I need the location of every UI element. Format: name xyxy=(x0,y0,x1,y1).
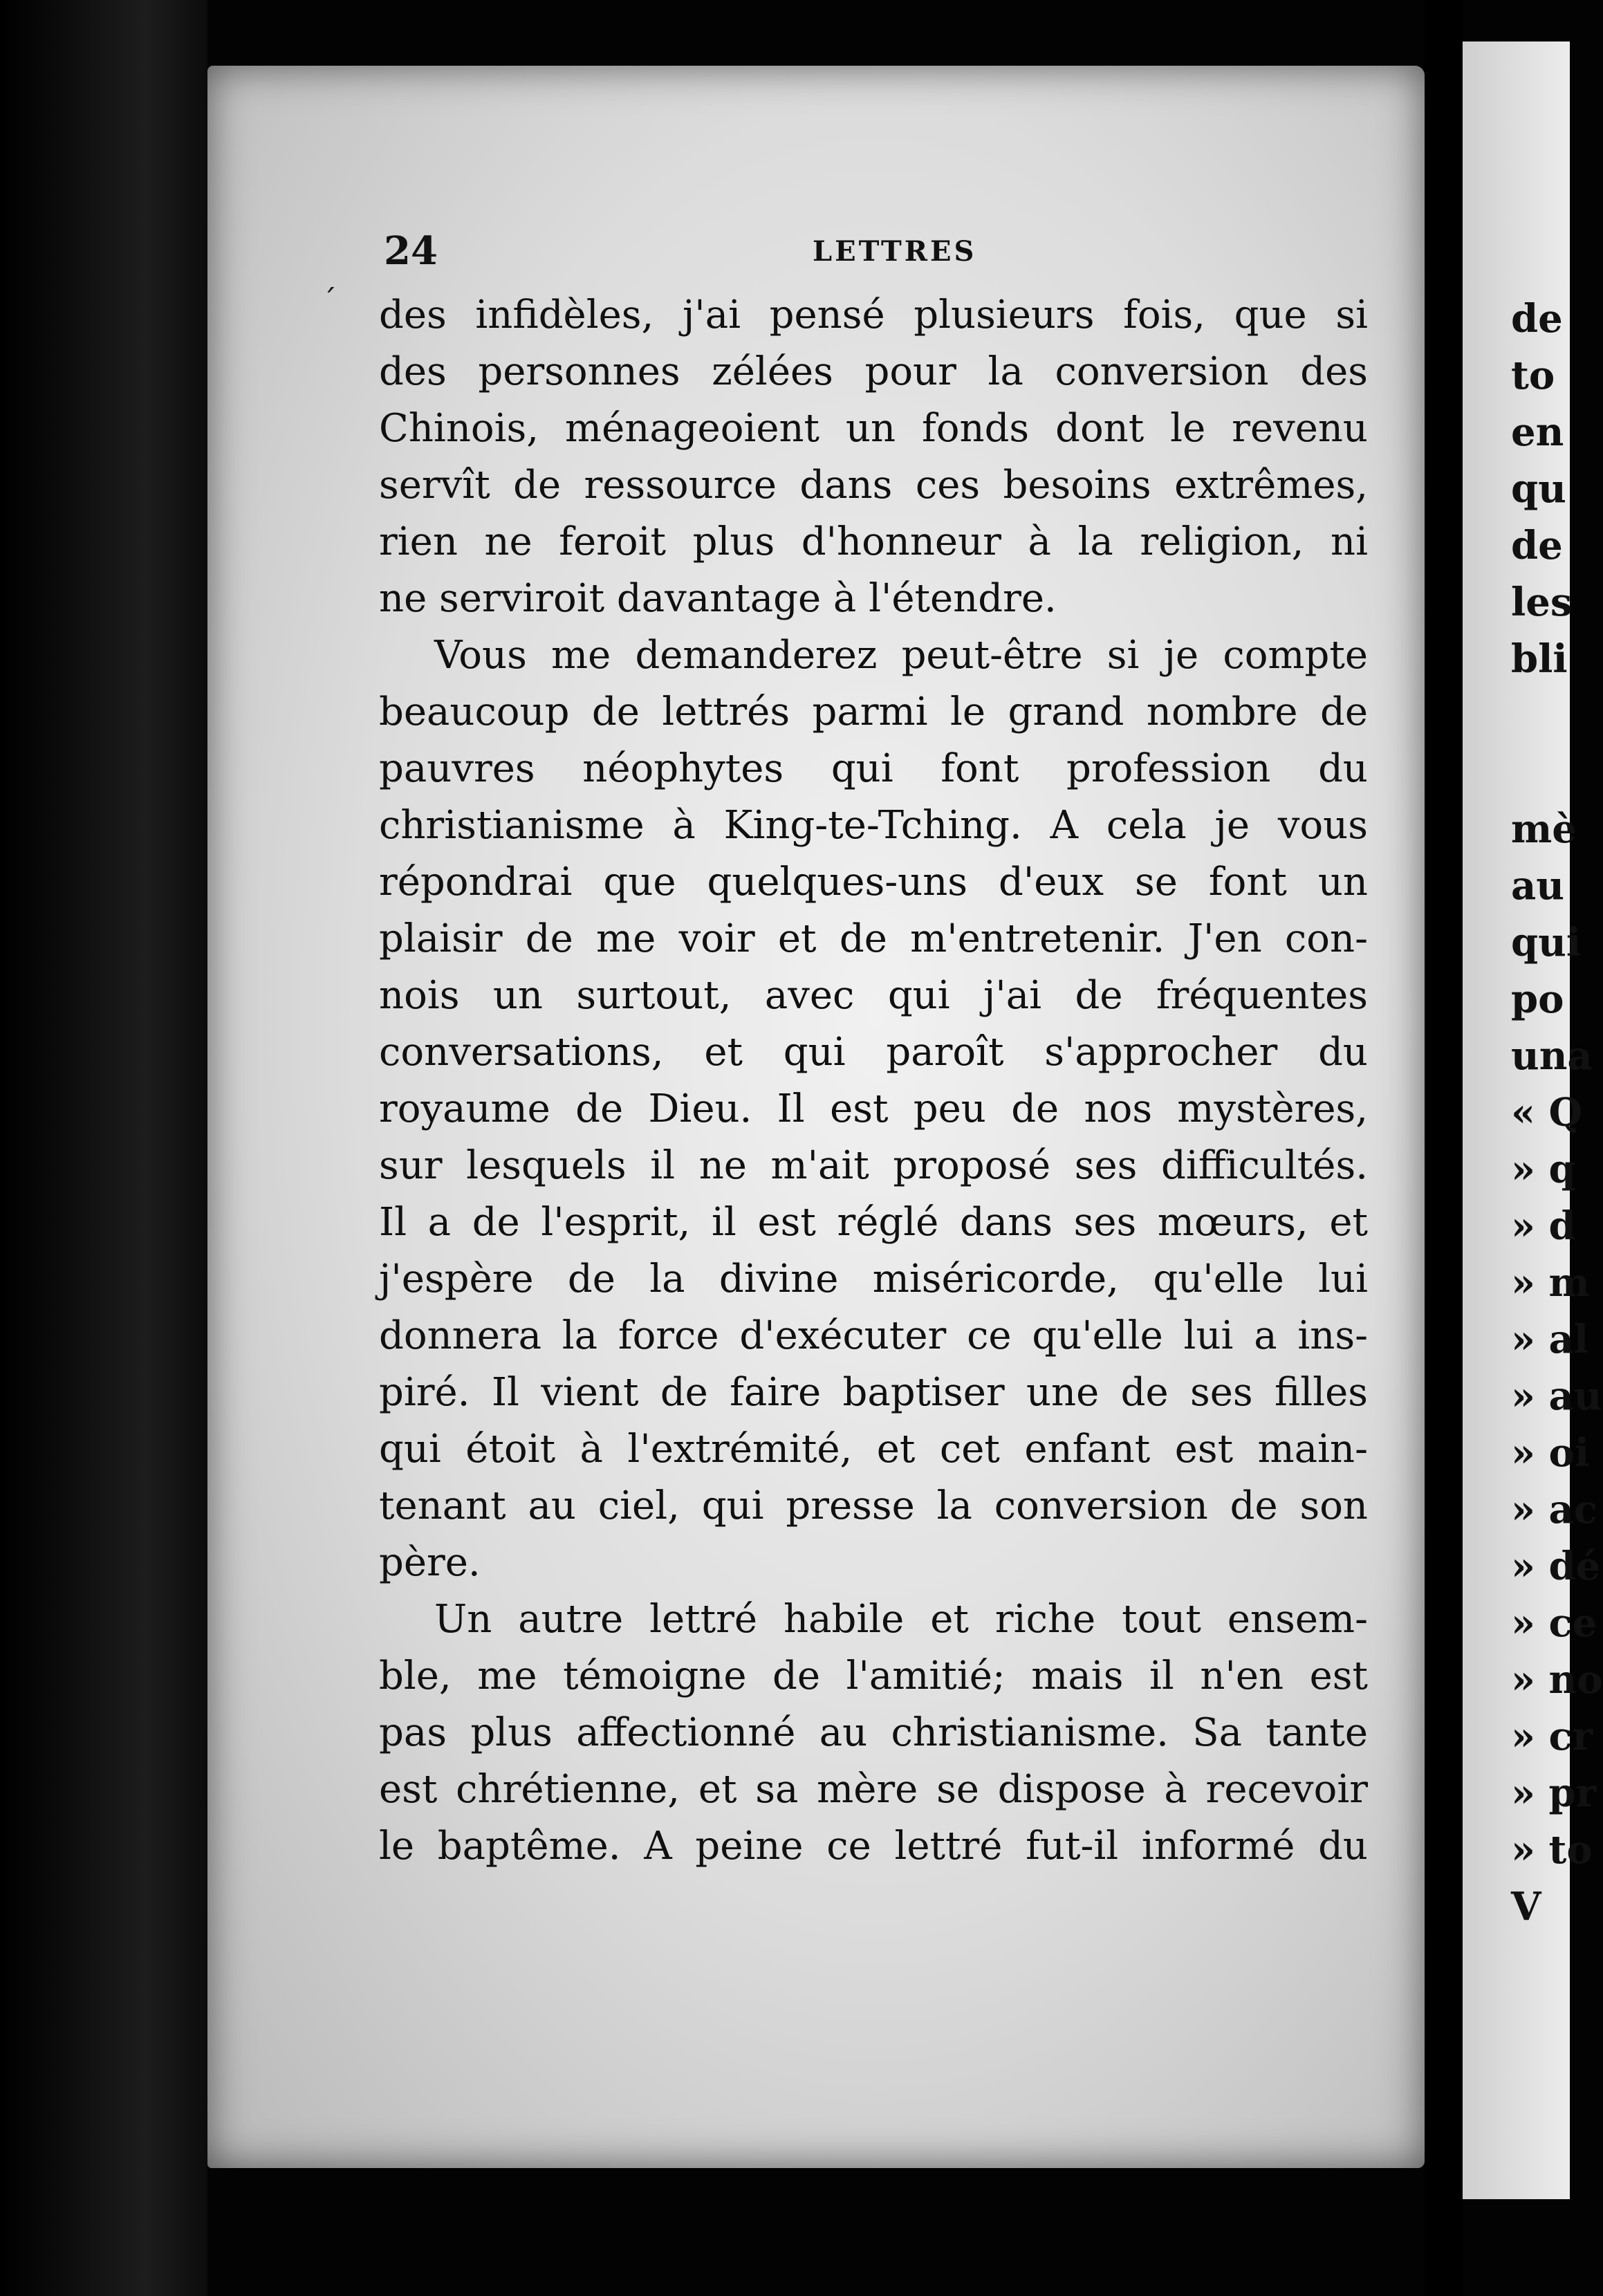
facing-fragment: qui xyxy=(1511,920,1582,965)
book-binding xyxy=(0,0,207,2296)
facing-fragment: qu xyxy=(1511,466,1566,512)
running-head xyxy=(384,228,1366,277)
facing-fragment: » ac xyxy=(1511,1487,1597,1533)
facing-fragment: mè xyxy=(1511,806,1577,852)
text-line: piré. Il vient de faire baptiser une de ses filles xyxy=(379,1370,1368,1415)
text-line: tenant au ciel, qui presse la conversion de son xyxy=(379,1483,1368,1528)
facing-fragment: » m xyxy=(1511,1260,1590,1306)
text-line: servît de ressource dans ces besoins extrêmes, xyxy=(379,463,1368,508)
facing-fragment: » d xyxy=(1511,1203,1576,1249)
facing-fragment: V xyxy=(1511,1884,1541,1929)
facing-fragment: » q xyxy=(1511,1147,1576,1192)
text-line: pauvres néophytes qui font profession du xyxy=(379,746,1368,791)
text-line: pas plus affectionné au christianisme. Sa tante xyxy=(379,1710,1368,1755)
facing-fragment: » dé xyxy=(1511,1544,1601,1589)
paragraph-start-line: Vous me demanderez peut-être si je compte xyxy=(434,633,1368,678)
facing-fragment: » no xyxy=(1511,1657,1603,1703)
facing-fragment: » to xyxy=(1511,1827,1593,1873)
text-line: beaucoup de lettrés parmi le grand nombre de xyxy=(379,689,1368,734)
stray-ink-mark: ´ xyxy=(322,284,337,319)
facing-fragment: les xyxy=(1511,580,1573,625)
facing-fragment: » oi xyxy=(1511,1430,1590,1476)
paragraph-start-line: Un autre lettré habile et riche tout ensem- xyxy=(434,1597,1368,1642)
text-line: père. xyxy=(379,1540,481,1585)
facing-fragment: una xyxy=(1511,1033,1593,1079)
facing-fragment: bli xyxy=(1511,636,1568,682)
text-line: ne serviroit davantage à l'étendre. xyxy=(379,576,1057,621)
text-line: Chinois, ménageoient un fonds dont le revenu xyxy=(379,406,1368,451)
running-title: LETTRES xyxy=(813,235,977,268)
text-line: qui étoit à l'extrémité, et cet enfant est main- xyxy=(379,1427,1368,1472)
text-line: sur lesquels il ne m'ait proposé ses difficultés. xyxy=(379,1143,1368,1188)
facing-fragment: au xyxy=(1511,863,1564,909)
text-line: plaisir de me voir et de m'entretenir. J'en con- xyxy=(379,916,1368,961)
body-text xyxy=(379,287,1368,1875)
facing-fragment: de xyxy=(1511,523,1563,568)
facing-page-text xyxy=(1511,290,1603,1935)
text-line: est chrétienne, et sa mère se dispose à recevoir xyxy=(379,1767,1368,1812)
text-line: conversations, et qui paroît s'approcher du xyxy=(379,1030,1368,1075)
facing-fragment: » au xyxy=(1511,1373,1602,1419)
text-line: royaume de Dieu. Il est peu de nos mystères, xyxy=(379,1086,1368,1131)
text-line: christianisme à King-te-Tching. A cela je vous xyxy=(379,803,1368,848)
text-line: Il a de l'esprit, il est réglé dans ses mœurs, et xyxy=(379,1200,1368,1245)
facing-fragment: » cr xyxy=(1511,1714,1593,1759)
facing-fragment: » pr xyxy=(1511,1770,1597,1816)
text-line: le baptême. A peine ce lettré fut-il informé du xyxy=(379,1824,1368,1869)
facing-fragment: po xyxy=(1511,976,1564,1022)
text-line: donnera la force d'exécuter ce qu'elle lui a ins- xyxy=(379,1313,1368,1358)
facing-fragment: » ce xyxy=(1511,1600,1597,1646)
page-gutter xyxy=(1425,0,1463,2296)
facing-fragment: en xyxy=(1511,409,1564,455)
text-line: répondrai que quelques-uns d'eux se font un xyxy=(379,860,1368,905)
facing-fragment: to xyxy=(1511,353,1555,398)
text-line: j'espère de la divine miséricorde, qu'elle lui xyxy=(379,1257,1368,1302)
facing-fragment: » al xyxy=(1511,1317,1589,1362)
text-line: des infidèles, j'ai pensé plusieurs fois, que si xyxy=(379,293,1368,337)
facing-fragment: de xyxy=(1511,296,1563,342)
page-number: 24 xyxy=(384,228,438,274)
text-line: ble, me témoigne de l'amitié; mais il n'en est xyxy=(379,1654,1368,1698)
text-line: nois un surtout, avec qui j'ai de fréquentes xyxy=(379,973,1368,1018)
text-line: des personnes zélées pour la conversion des xyxy=(379,349,1368,394)
text-line: rien ne feroit plus d'honneur à la religion, ni xyxy=(379,519,1368,564)
facing-fragment: « Q xyxy=(1511,1090,1583,1136)
